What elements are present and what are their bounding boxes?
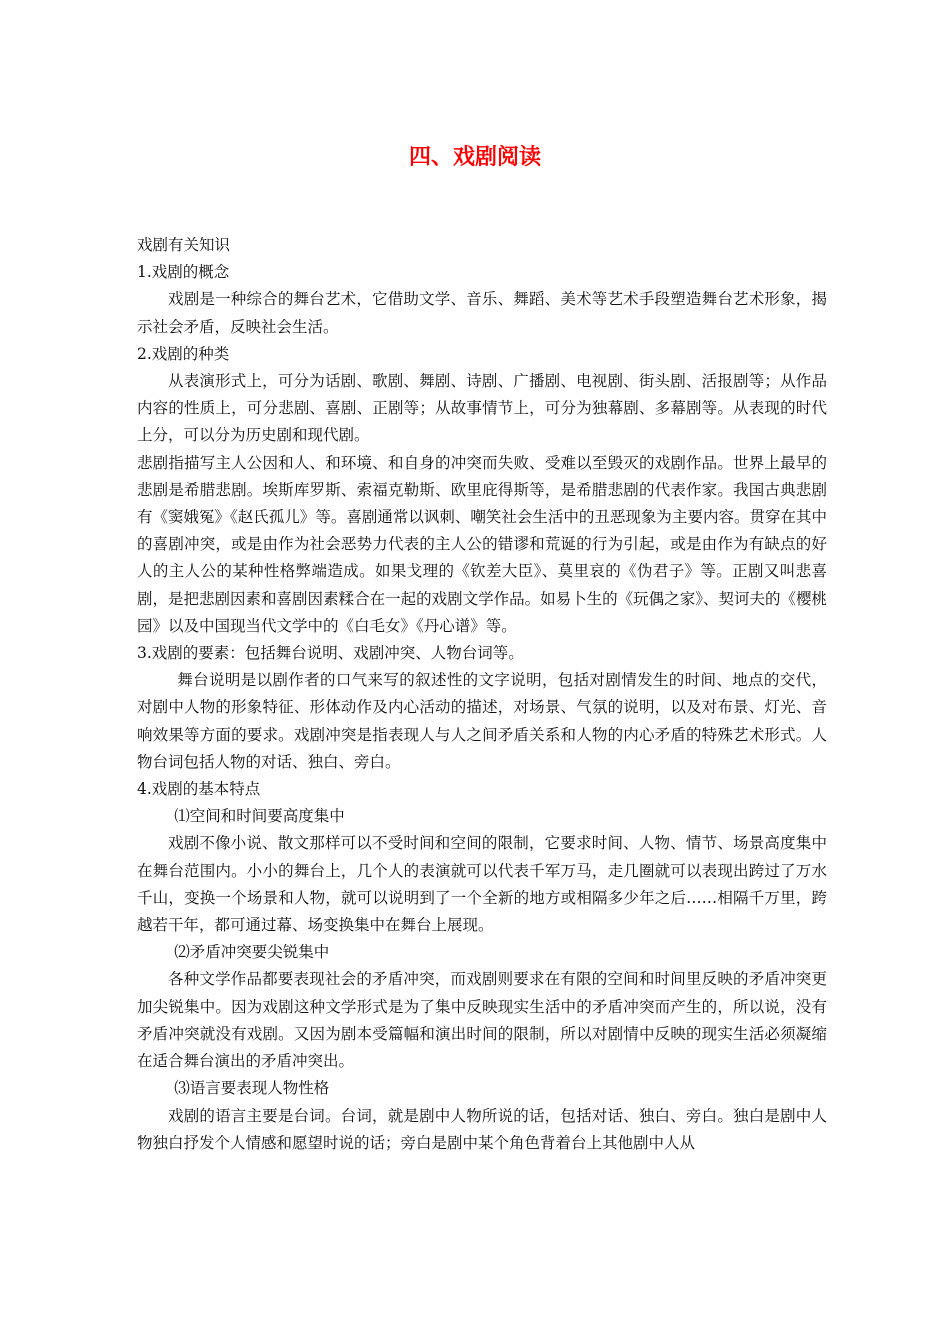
section-2-heading: 2.戏剧的种类 xyxy=(137,344,230,363)
section-4-subheading-3: ⑶语言要表现人物性格 xyxy=(174,1079,330,1098)
section-4-paragraph-3: 戏剧的语言主要是台词。台词，就是剧中人物所说的话，包括对话、独白、旁白。独白是剧中人物独白抒发个人情感和愿望时说的话；旁白是剧中某个角色背着台上其他剧中人从 xyxy=(137,1106,827,1152)
section-4-paragraph-2: 各种文学作品都要表现社会的矛盾冲突，而戏剧则要求在有限的空间和时间里反映的矛盾冲突更加尖锐集中。因为戏剧这种文学形式是为了集中反映现实生活中的矛盾冲突而产生的，所以说，没有矛盾冲突就没有戏剧。又因为剧本受篇幅和演出时间的限制，所以对剧情中反映的现实生活必须凝缩在适合舞台演出的矛盾冲突出。 xyxy=(137,970,827,1071)
section-3-heading: 3.戏剧的要素：包括舞台说明、戏剧冲突、人物台词等。 xyxy=(137,644,524,663)
section-1-paragraph: 戏剧是一种综合的舞台艺术，它借助文学、音乐、舞蹈、美术等艺术手段塑造舞台艺术形象，揭示社会矛盾，反映社会生活。 xyxy=(137,290,827,336)
section-4-subheading-2: ⑵矛盾冲突要尖锐集中 xyxy=(174,943,330,962)
section-2-paragraph-types: 从表演形式上，可分为话剧、歌剧、舞剧、诗剧、广播剧、电视剧、街头剧、活报剧等；从作品内容的性质上，可分悲剧、喜剧、正剧等；从故事情节上，可分为独幕剧、多幕剧等。从表现的时代上分，可以分为历史剧和现代剧。 xyxy=(137,372,827,445)
document-title: 四、戏剧阅读 xyxy=(408,145,541,170)
section-3-paragraph: 舞台说明是以剧作者的口气来写的叙述性的文字说明，包括对剧情发生的时间、地点的交代，对剧中人物的形象特征、形体动作及内心活动的描述，对场景、气氛的说明，以及对布景、灯光、音响效果等方面的要求。戏剧冲突是指表现人与人之间矛盾关系和人物的内心矛盾的特殊艺术形式。人物台词包括人物的对话、独白、旁白。 xyxy=(137,671,827,771)
section-4-paragraph-1: 戏剧不像小说、散文那样可以不受时间和空间的限制，它要求时间、人物、情节、场景高度集中在舞台范围内。小小的舞台上，几个人的表演就可以代表千军万马，走几圈就可以表现出跨过了万水千山，变换一个场景和人物，就可以说明到了一个全新的地方或相隔多少年之后……相隔千万里，跨越若干年，都可通过幕、场变换集中在舞台上展现。 xyxy=(137,834,827,935)
section-2-paragraph-genres: 悲剧指描写主人公因和人、和环境、和自身的冲突而失败、受难以至毁灭的戏剧作品。世界上最早的悲剧是希腊悲剧。埃斯库罗斯、索福克勒斯、欧里庇得斯等，是希腊悲剧的代表作家。我国古典悲剧有《窦娥冤》《赵氏孤儿》等。喜剧通常以讽刺、嘲笑社会生活中的丑恶现象为主要内容。贯穿在其中的喜剧冲突，或是由作为社会恶势力代表的主人公的错谬和荒诞的行为引起，或是由作为有缺点的好人的主人公的某种性格弊端造成。如果戈理的《钦差大臣》、莫里哀的《伪君子》等。正剧又叫悲喜剧，是把悲剧因素和喜剧因素糅合在一起的戏剧文学作品。如易卜生的《玩偶之家》、契诃夫的《樱桃园》以及中国现当代文学中的《白毛女》《丹心谱》等。 xyxy=(137,453,827,635)
document-body xyxy=(137,232,827,1157)
section-4-subheading-1: ⑴空间和时间要高度集中 xyxy=(174,807,345,826)
intro-heading: 戏剧有关知识 xyxy=(137,236,231,254)
section-4-heading: 4.戏剧的基本特点 xyxy=(137,780,261,799)
section-1-heading: 1.戏剧的概念 xyxy=(137,263,230,282)
